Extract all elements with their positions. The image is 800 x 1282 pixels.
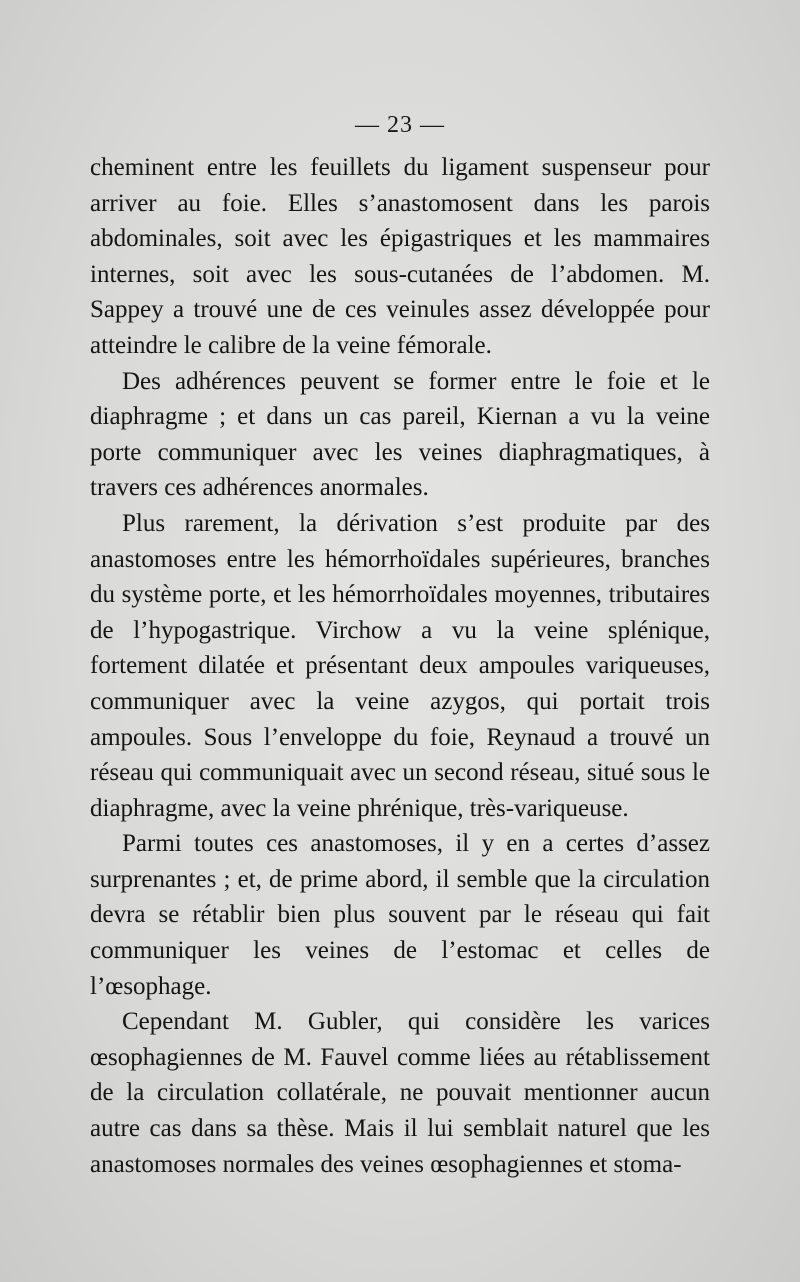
paragraph-5: Cependant M. Gubler, qui considère les varices œsophagiennes de M. Fauvel comme liées au rétablissement de la circulation collatérale, ne pouvait mentionner aucun autre cas dans sa thèse. Mais il lui semblait naturel que les anastomoses normales des veines œsophagiennes et stoma- bbox=[90, 1008, 710, 1178]
paragraph-2: Des adhérences peuvent se former entre le foie et le diaphragme ; et dans un cas pareil, Kiernan a vu la veine porte communiquer avec les veines diaphragmatiques, à travers ces adhérences anormales. bbox=[90, 367, 710, 502]
paragraph-3: Plus rarement, la dérivation s’est produite par des anastomoses entre les hémorrhoïdales supérieures, branches du système porte, et les hémorrhoïdales moyennes, tributaires de l’hypogastrique. Virchow a vu la veine splénique, fortement dilatée et présentant deux ampoules variqueuses, communiquer avec la veine azygos, qui portait trois ampoules. Sous l’enveloppe du foie, Reynaud a trouvé un réseau qui communiquait avec un second réseau, situé sous le diaphragme, avec la veine phrénique, très-variqueuse. bbox=[90, 509, 710, 822]
page-number: — 23 — bbox=[355, 112, 445, 138]
body-text bbox=[90, 150, 710, 1182]
paragraph-1: cheminent entre les feuillets du ligament suspenseur pour arriver au foie. Elles s’anastomosent dans les parois abdominales, soit avec les épigastriques et les mammaires internes, soit avec les sous-cutanées de l’abdomen. M. Sappey a trouvé une de ces veinules assez développée pour atteindre le calibre de la veine fémorale. bbox=[90, 154, 710, 359]
paragraph-4: Parmi toutes ces anastomoses, il y en a certes d’assez surprenantes ; et, de prime abord, il semble que la circulation devra se rétablir bien plus souvent par le réseau qui fait communiquer les veines de l’estomac et celles de l’œsophage. bbox=[90, 830, 710, 1000]
